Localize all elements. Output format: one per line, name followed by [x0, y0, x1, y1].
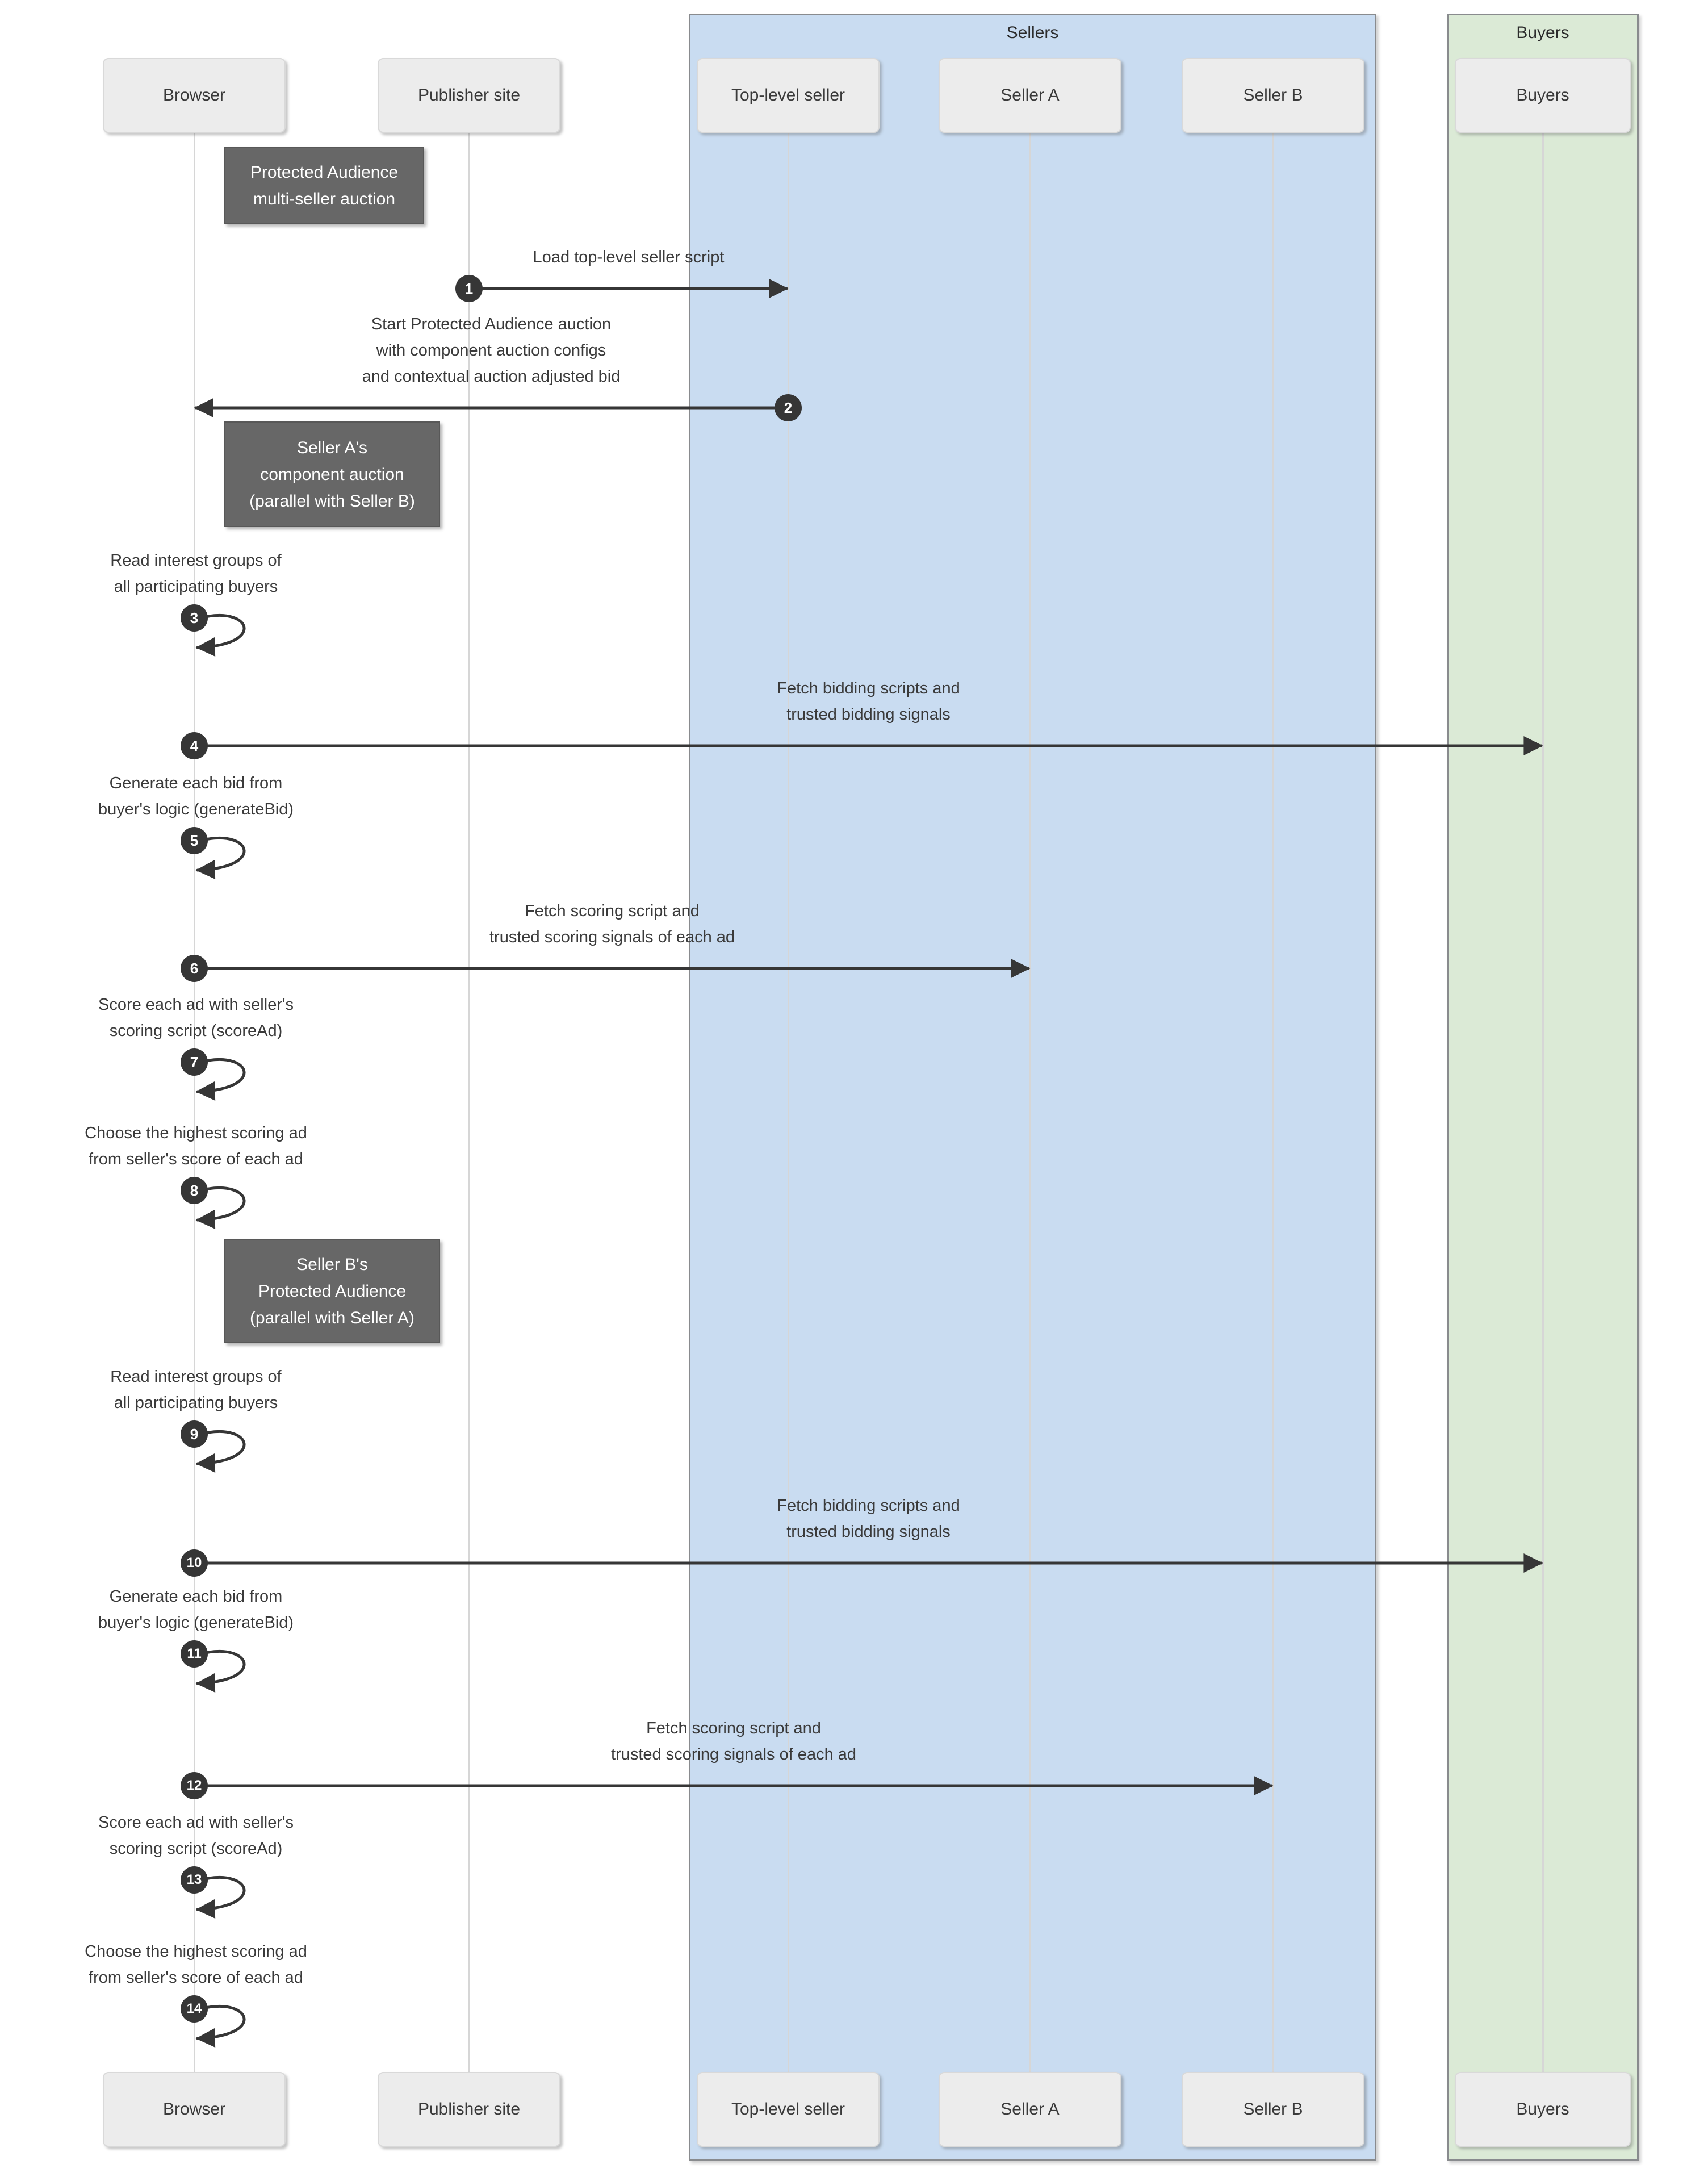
step-13-label-line: scoring script (scoreAd): [109, 1840, 283, 1858]
participant-toplevel-bottom: Top-level seller: [697, 2072, 880, 2147]
step-8-badge: 8: [181, 1177, 208, 1204]
step-7-label-line: scoring script (scoreAd): [109, 1022, 283, 1040]
step-5-badge: 5: [181, 827, 208, 854]
step-7-label-line: Score each ad with seller's: [98, 996, 294, 1014]
step-6-label-line: Fetch scoring script and: [525, 902, 700, 920]
step-1-badge: 1: [455, 275, 483, 302]
step-3-label-line: Read interest groups of: [110, 551, 282, 570]
step-14-badge: 14: [181, 1995, 208, 2023]
step-11-label-line: buyer's logic (generateBid): [98, 1614, 294, 1632]
step-5-label-line: Generate each bid from: [109, 774, 283, 792]
step-2-badge: 2: [775, 394, 802, 421]
step-10-label-line: Fetch bidding scripts and: [777, 1497, 960, 1515]
step-12-label-line: Fetch scoring script and: [646, 1719, 821, 1737]
step-3-label-line: all participating buyers: [114, 578, 278, 596]
step-1-label-line: Load top-level seller script: [533, 248, 725, 266]
step-9-label-line: all participating buyers: [114, 1394, 278, 1412]
buyers-group-label: Buyers: [1516, 23, 1569, 42]
step-10-label-line: trusted bidding signals: [786, 1523, 951, 1541]
step-4-label-line: trusted bidding signals: [786, 705, 951, 724]
step-12-label-line: trusted scoring signals of each ad: [610, 1745, 857, 1764]
step-13-label-line: Score each ad with seller's: [98, 1814, 294, 1832]
participant-sellerA-top: Seller A: [939, 58, 1121, 133]
note-multi-seller-auction-line: Protected Audience: [250, 162, 399, 182]
participant-browser-top: Browser: [103, 58, 286, 133]
note-seller-a-component-auction-line: (parallel with Seller B): [249, 491, 415, 511]
step-9-label-line: Read interest groups of: [110, 1368, 282, 1386]
step-4-badge: 4: [181, 732, 208, 759]
participant-browser-bottom: Browser: [103, 2072, 286, 2147]
step-14-label-line: Choose the highest scoring ad: [85, 1942, 307, 1961]
step-8-label-line: from seller's score of each ad: [89, 1150, 303, 1168]
step-11-badge: 11: [181, 1640, 208, 1668]
step-6-label-line: trusted scoring signals of each ad: [489, 928, 735, 946]
step-4-label-line: Fetch bidding scripts and: [777, 679, 960, 697]
note-multi-seller-auction-line: multi-seller auction: [253, 189, 396, 208]
step-12-badge: 12: [181, 1772, 208, 1799]
participant-publisher-top: Publisher site: [378, 58, 560, 133]
step-6-badge: 6: [181, 955, 208, 982]
participant-sellerB-bottom: Seller B: [1182, 2072, 1364, 2147]
step-3-badge: 3: [181, 604, 208, 632]
step-10-badge: 10: [181, 1549, 208, 1577]
note-seller-a-component-auction-line: Seller A's: [296, 438, 368, 457]
step-14-label-line: from seller's score of each ad: [89, 1969, 303, 1987]
participant-sellerA-bottom: Seller A: [939, 2072, 1121, 2147]
participant-buyers-top: Buyers: [1455, 58, 1631, 133]
step-9-badge: 9: [181, 1420, 208, 1448]
note-seller-b-protected-audience-line: Seller B's: [296, 1255, 368, 1274]
step-5-label-line: buyer's logic (generateBid): [98, 800, 294, 818]
step-7-badge: 7: [181, 1048, 208, 1076]
sellers-group-label: Sellers: [1006, 23, 1059, 42]
step-13-badge: 13: [181, 1866, 208, 1894]
participant-sellerB-top: Seller B: [1182, 58, 1364, 133]
step-2-label-line: with component auction configs: [376, 341, 606, 360]
step-8-label-line: Choose the highest scoring ad: [85, 1124, 307, 1142]
note-seller-a-component-auction-line: component auction: [260, 465, 404, 484]
participant-toplevel-top: Top-level seller: [697, 58, 880, 133]
step-11-label-line: Generate each bid from: [109, 1587, 283, 1606]
note-seller-b-protected-audience-line: Protected Audience: [258, 1282, 407, 1301]
step-2-label-line: Start Protected Audience auction: [371, 315, 612, 333]
note-seller-b-protected-audience-line: (parallel with Seller A): [249, 1309, 415, 1327]
step-2-label-line: and contextual auction adjusted bid: [362, 367, 621, 386]
participant-publisher-bottom: Publisher site: [378, 2072, 560, 2147]
participant-buyers-bottom: Buyers: [1455, 2072, 1631, 2147]
